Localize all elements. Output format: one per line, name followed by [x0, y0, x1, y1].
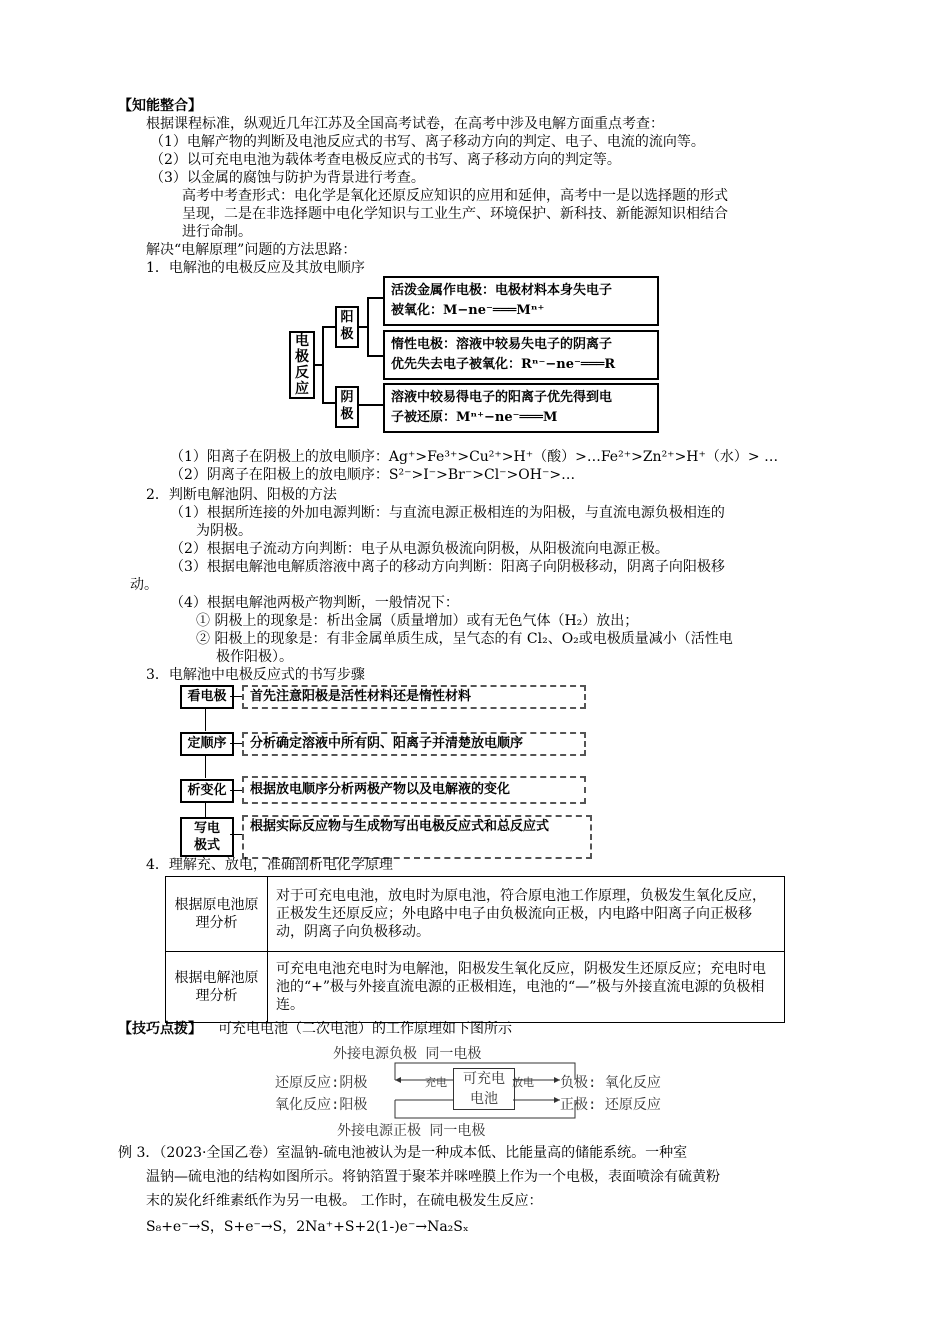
arrow [230, 834, 242, 835]
example-line-3: 末的炭化纤维素纸作为另一电极。 工作时，在硫电极发生反应： [146, 1193, 543, 1209]
anode-node [335, 306, 359, 348]
arrow [230, 696, 242, 697]
section-3-title: 3．电解池中电极反应式的书写步骤 [146, 667, 365, 683]
s2-item1-line2: 为阴极。 [196, 523, 252, 539]
diagram-root-box [289, 331, 315, 399]
cathode-box-line1: 溶液中较易得电子的阳离子优先得到电 [391, 390, 613, 405]
step-4-label-text: 写电极式 [193, 821, 220, 853]
step-4-label [180, 817, 234, 857]
s2-item4-sub2-line2: 极作阳极）。 [216, 649, 293, 665]
diagram2-right1: 负极: 氧化反应 [560, 1075, 661, 1091]
focus-point-2: （2）以可充电电池为载体考查电极反应式的书写、离子移动方向的判定等。 [150, 152, 621, 168]
exam-form-line-1: 高考中考查形式：电化学是氧化还原反应知识的应用和延伸，高考中一是以选择题的形式 [182, 188, 728, 204]
focus-point-3: （3）以金属的腐蚀与防护为背景进行考查。 [150, 170, 425, 186]
connector [322, 326, 324, 404]
cathode-box-line2: 子被还原：Mⁿ⁺−ne⁻═══M [391, 410, 558, 425]
step-3-desc: 根据放电顺序分析两极产物以及电解液的变化 [242, 776, 586, 804]
s2-item4-sub1: ① 阴极上的现象是：析出金属（质量增加）或有无色气体（H₂）放出； [196, 613, 639, 629]
s2-item3-line1: （3）根据电解池电解质溶液中离子的移动方向判断：阳离子向阴极移动，阴离子向阳极移 [170, 559, 725, 575]
anion-discharge-order: （2）阴离子在阳极上的放电顺序：S²⁻>I⁻>Br⁻>Cl⁻>OH⁻>… [170, 467, 576, 483]
connector [358, 404, 384, 406]
battery-label-line2: 电池 [470, 1091, 498, 1107]
anode-box1-line1: 活泼金属作电极：电极材料本身失电子 [391, 283, 613, 298]
section-4-title: 4．理解充、放电，准确剖析电化学原理 [146, 857, 393, 873]
diagram2-left1: 还原反应:阴极 [275, 1075, 368, 1091]
table-row-body: 可充电电池充电时为电解池，阳极发生氧化反应，阴极发生还原反应；充电时电池的“+”极与外接直流电源的正极相连，电池的“—”极与外接直流电源的负极相连。 [268, 952, 785, 1023]
section-title: 【知能整合】 [118, 98, 202, 114]
exam-form-line-3: 进行命制。 [182, 224, 252, 240]
battery-label-line1: 可充电 [463, 1071, 505, 1087]
step-3-label: 析变化 [180, 779, 234, 803]
cathode-box [383, 383, 659, 433]
connector [367, 297, 369, 357]
table-row [166, 877, 785, 952]
table-row [166, 952, 785, 1023]
table-row-head: 根据原电池原理分析 [166, 877, 268, 952]
diagram2-left2: 氧化反应:阳极 [275, 1097, 368, 1113]
s2-item4: （4）根据电解池两极产物判断，一般情况下： [170, 595, 459, 611]
table-row-body: 对于可充电电池，放电时为原电池，符合原电池工作原理，负极发生氧化反应，正极发生还原反应；外电路中电子由负极流向正极，内电路中阳离子向正极移动，阴离子向负极移动。 [268, 877, 785, 952]
diagram-root-label: 电极反应 [295, 333, 309, 397]
connector [322, 402, 336, 404]
diagram2-connector-lines [380, 1058, 620, 1126]
anode-label: 阳极 [340, 310, 354, 342]
method-title: 解决“电解原理”问题的方法思路： [146, 242, 357, 258]
step-4-desc: 根据实际反应物与生成物写出电极反应式和总反应式 [242, 815, 592, 859]
arrow [230, 743, 242, 744]
focus-point-1: （1）电解产物的判断及电池反应式的书写、离子移动方向的判定、电子、电流的流向等。 [150, 134, 705, 150]
section-1-title: 1．电解池的电极反应及其放电顺序 [146, 260, 365, 276]
connector [322, 326, 336, 328]
step-2-desc: 分析确定溶液中所有阴、阳离子并清楚放电顺序 [242, 732, 586, 756]
charge-label: 充电 [425, 1076, 447, 1089]
cation-discharge-order: （1）阳离子在阴极上的放电顺序：Ag⁺>Fe³⁺>Cu²⁺>H⁺（酸）>…Fe²⁺>Zn²⁺>H⁺（水）> … [170, 449, 779, 465]
connector [367, 297, 383, 299]
s2-item2: （2）根据电子流动方向判断：电子从电源负极流向阴极，从阳极流向电源正极。 [170, 541, 669, 557]
cathode-node [335, 386, 359, 428]
anode-box2-line2: 优先失去电子被氧化：Rⁿ⁻−ne⁻═══R [391, 357, 616, 372]
anode-box2-line1: 惰性电极：溶液中较易失电子的阴离子 [391, 337, 613, 352]
anode-box1-line2: 被氧化：M−ne⁻═══Mⁿ⁺ [391, 303, 545, 318]
example-line-2: 温钠—硫电池的结构如图所示。将钠箔置于聚苯并咪唑膜上作为一个电极，表面喷涂有硫黄粉 [146, 1169, 720, 1185]
s2-item4-sub2-line1: ② 阳极上的现象是：有非金属单质生成，呈气态的有 Cl₂、O₂或电极质量减小（活性电 [196, 631, 733, 647]
cathode-label: 阴极 [340, 390, 354, 422]
section-2-title: 2．判断电解池阴、阳极的方法 [146, 487, 337, 503]
discharge-label: 放电 [512, 1076, 534, 1089]
arrow [205, 803, 206, 817]
example-line-1: 例 3．（2023·全国乙卷）室温钠-硫电池被认为是一种成本低、比能量高的储能系统。一种室 [118, 1145, 688, 1161]
anode-inert-box [383, 330, 659, 380]
example-equation: S₈+e⁻→S，S+e⁻→S，2Na⁺+S+2(1-)e⁻→Na₂Sₓ [146, 1219, 469, 1235]
exam-form-line-2: 呈现，二是在非选择题中电化学知识与工业生产、环境保护、新科技、新能源知识相结合 [182, 206, 728, 222]
analysis-table [165, 876, 785, 1023]
step-1-label: 看电极 [180, 685, 234, 709]
diagram2-right2: 正极: 还原反应 [560, 1097, 661, 1113]
diagram2-top-label: 外接电源负极 同一电极 [333, 1046, 482, 1062]
tip-title: 【技巧点拨】 [118, 1021, 202, 1037]
tip-text: 可充电电池（二次电池）的工作原理如下图所示 [218, 1021, 512, 1037]
arrow [205, 756, 206, 778]
step-2-label: 定顺序 [180, 732, 234, 756]
anode-active-metal-box [383, 276, 659, 326]
s2-item3-line2: 动。 [130, 577, 158, 593]
table-row-head: 根据电解池原理分析 [166, 952, 268, 1023]
connector [367, 355, 383, 357]
s2-item1-line1: （1）根据所连接的外加电源判断：与直流电源正极相连的为阳极，与直流电源负极相连的 [170, 505, 725, 521]
intro-text: 根据课程标准，纵观近几年江苏及全国高考试卷，在高考中涉及电解方面重点考查： [146, 116, 664, 132]
diagram2-bottom-label: 外接电源正极 同一电极 [337, 1123, 486, 1139]
step-1-desc: 首先注意阳极是活性材料还是惰性材料 [242, 685, 586, 709]
arrow [205, 709, 206, 731]
arrow [230, 790, 242, 791]
